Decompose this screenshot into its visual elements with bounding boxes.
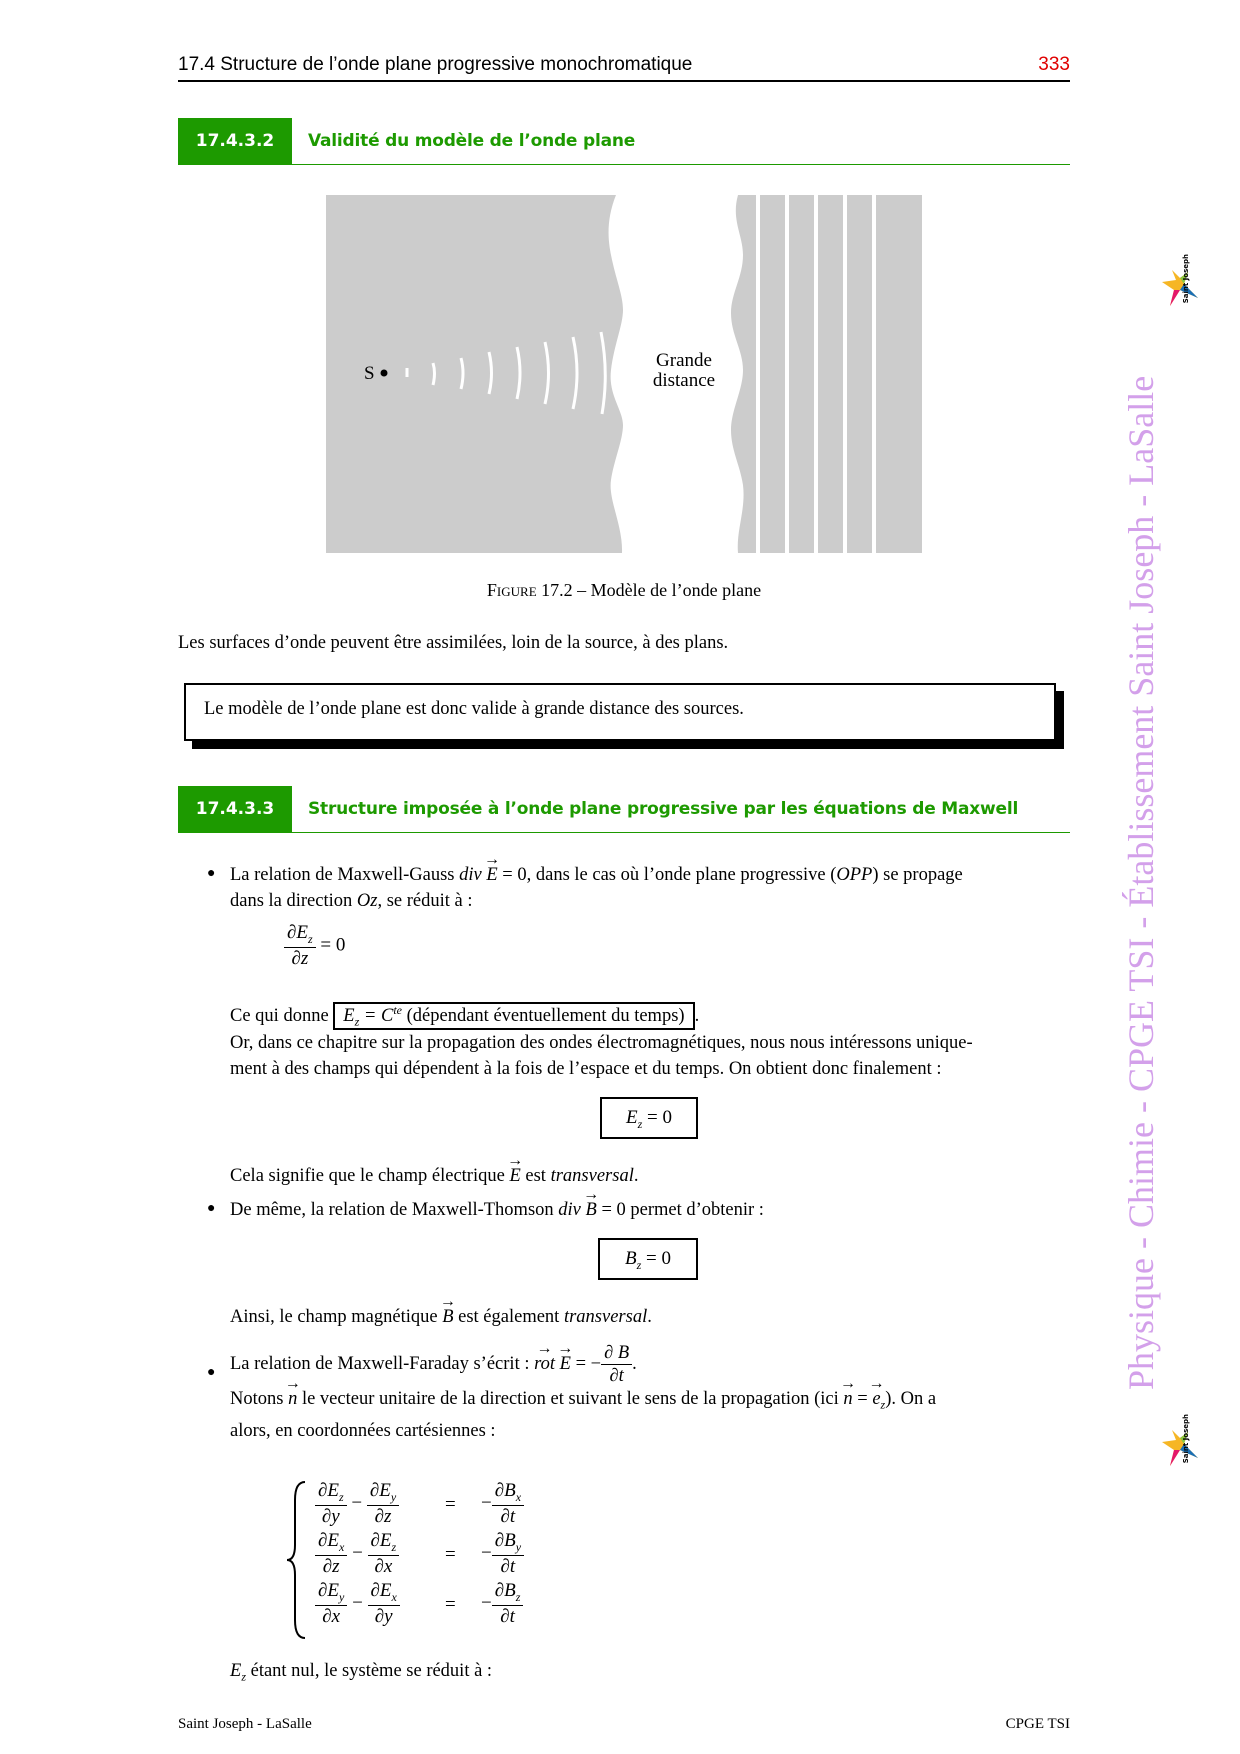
plane-wave-diagram (326, 195, 922, 553)
running-header-title: 17.4 Structure de l’onde plane progressive monochromatique (178, 54, 693, 75)
bullet-icon: ● (207, 866, 216, 881)
key-statement-box (184, 683, 1056, 741)
left-brace-icon (285, 1480, 309, 1640)
boxed-ez-constant: $E_z = C^{te}$ (dépendant éventuellement du temps) (333, 1002, 694, 1030)
vector-n: → n (843, 1386, 852, 1412)
section-heading-validite (178, 118, 1070, 165)
vector-B: → B (586, 1197, 597, 1223)
system-row-x: $\frac{\partial E_z}{\partial y}$ − $\frac{\partial E_y}{\partial z}$ (315, 1480, 399, 1530)
equation-dEz-dz: $\frac{\partial E_z}{\partial z}$ = 0 (284, 922, 345, 970)
vector-n: → n (288, 1386, 297, 1412)
ez-etant-nul: $E_z$ étant nul, le système se réduit à : (230, 1661, 493, 1684)
page-number: 333 (1038, 54, 1070, 75)
boxed-ez-zero: $E_z = 0$ (600, 1097, 698, 1139)
vector-E: → E (509, 1163, 520, 1189)
star-logo-icon (1158, 250, 1204, 310)
section-number: 17.4.3.3 (178, 786, 292, 832)
school-logo-top (1158, 250, 1204, 310)
vector-ez: → e (872, 1386, 880, 1412)
figure-plane-wave-model (326, 195, 922, 553)
running-header (178, 52, 1070, 82)
caption-number: 17.2 (541, 580, 573, 600)
system-row-y: $\frac{\partial E_x}{\partial z}$ − $\frac{\partial E_z}{\partial x}$ (315, 1530, 399, 1580)
svg-text:Saint Joseph: Saint Joseph (1182, 254, 1190, 304)
star-logo-icon (1158, 1410, 1204, 1470)
system-row-z: $\frac{\partial E_y}{\partial x}$ − $\frac{\partial E_x}{\partial y}$ (315, 1580, 400, 1630)
bullet-icon: ● (207, 1201, 216, 1216)
maxwell-faraday-system: $\frac{\partial E_z}{\partial y}$ − $\frac{\partial E_y}{\partial z}$ = − $\frac{\partial B_x}{\partial t}$ $\frac{\partial E_x}{\partial z}$ − $\frac{\partial E_z}{\partial x}$ = − $\frac{\partial B_y}{\partial t}$ $\frac{\partial E_y}{\partial x}$ − $\frac{\partial E_x}{\partial y}$ = − $\frac{\partial B_z}{\partial t}$ (285, 1480, 565, 1640)
figure-caption (178, 580, 1070, 601)
section-heading-structure (178, 786, 1070, 833)
bullet-maxwell-thomson: De même, la relation de Maxwell-Thomson div → B = 0 permet d’obtenir : (230, 1197, 764, 1223)
sidebar-vertical-text: Physique - Chimie - CPGE TSI - Établissement Saint Joseph - LaSalle (1121, 375, 1161, 1390)
caption-text: – Modèle de l’onde plane (577, 580, 762, 600)
ce-qui-donne: Ce qui donne $E_z = C^{te}$ (dépendant éventuellement du temps) . (230, 1003, 700, 1029)
section-number: 17.4.3.2 (178, 118, 292, 164)
vector-rot: → rot (534, 1341, 555, 1387)
vector-B: → B (442, 1304, 453, 1330)
distance-label: distance (652, 370, 716, 391)
footer-left: Saint Joseph - LaSalle (178, 1716, 312, 1732)
source-label: S (364, 363, 375, 384)
section-title: Structure imposée à l’onde plane progressive par les équations de Maxwell (308, 799, 1019, 819)
system-rhs-z: − $\frac{\partial B_z}{\partial t}$ (481, 1580, 523, 1628)
paragraph-or: Or, dans ce chapitre sur la propagation des ondes électromagnétiques, nous nous intéressons unique- ment à des champs qui dépendent à la fois de l’espace et du temps. On obtient donc finalement : (230, 1033, 973, 1079)
ainsi-champ: Ainsi, le champ magnétique → B est également transversal. (230, 1304, 652, 1330)
caption-prefix: Figure (486, 580, 537, 600)
svg-text:Saint Joseph: Saint Joseph (1182, 1414, 1190, 1464)
grande-label: Grande (656, 350, 712, 371)
bullet-maxwell-faraday: La relation de Maxwell-Faraday s’écrit : → rot → E = − $\frac{\partial B}{\partial t}$ . (230, 1341, 637, 1387)
paragraph-notons: Notons → n le vecteur unitaire de la direction et suivant le sens de la propagation (ici → n = → $e_z$). On a alors, en coordonnées cartésiennes : (230, 1386, 1072, 1444)
vector-E: → E (486, 862, 497, 888)
footer-right: CPGE TSI (1005, 1716, 1070, 1732)
system-rhs-x: − $\frac{\partial B_x}{\partial t}$ (481, 1480, 524, 1528)
cela-signifie: Cela signifie que le champ électrique → E est transversal. (230, 1163, 638, 1189)
section-title: Validité du modèle de l’onde plane (308, 131, 636, 151)
key-statement-text: Le modèle de l’onde plane est donc valide à grande distance des sources. (204, 699, 744, 719)
boxed-bz-zero: $B_z = 0$ (598, 1238, 698, 1280)
system-rhs-y: − $\frac{\partial B_y}{\partial t}$ (481, 1530, 524, 1578)
vector-E: → E (560, 1341, 571, 1387)
paragraph-surfaces: Les surfaces d’onde peuvent être assimilées, loin de la source, à des plans. (178, 633, 729, 653)
school-logo-bottom (1158, 1410, 1204, 1470)
bullet-maxwell-gauss: La relation de Maxwell-Gauss div → E = 0, dans le cas où l’onde plane progressive (OPP) se propage dans la direction Oz, se réduit à : (230, 862, 1070, 914)
bullet-icon: ● (207, 1365, 216, 1380)
